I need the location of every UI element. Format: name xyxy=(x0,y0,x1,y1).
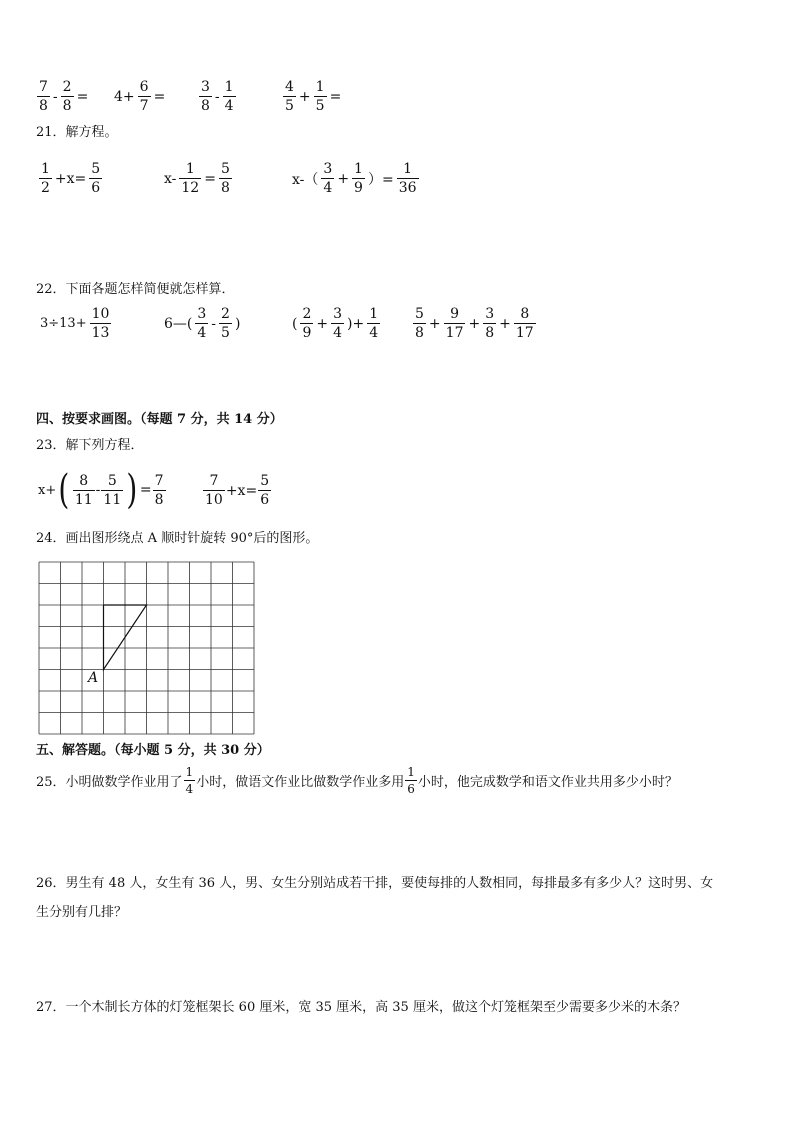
section4-heading: 四、按要求画图。（每题 7 分，共 14 分） xyxy=(36,412,283,427)
q24-title: 24．画出图形绕点 A 顺时针旋转 90°后的图形。 xyxy=(36,531,319,546)
q27-text: 27．一个木制长方体的灯笼框架长 60 厘米，宽 35 厘米，高 35 厘米，做这个灯笼框架至少需要多少米的木条？ xyxy=(36,1000,686,1015)
q23-expr-2: $\frac{7}{10}$ +x= $\frac{5}{6}$ xyxy=(205,473,270,508)
q23-title: 23．解下列方程． xyxy=(36,438,144,453)
q21-title: 21．解方程。 xyxy=(36,125,118,140)
q22-title: 22．下面各题怎样简便就怎样算． xyxy=(36,282,235,297)
rotation-grid xyxy=(38,561,258,737)
q25-text: 25．小明做数学作业用了 $\frac{1}{4}$ 小时，做语文作业比做数学作业多用 $\frac{1}{6}$ 小时，他完成数学和语文作业共用多少小时？ xyxy=(36,765,678,796)
top-expr-1: $\frac{7}{8}$ - $\frac{2}{8}$ = xyxy=(39,79,89,114)
q22-expr-1: 3÷13+ $\frac{10}{13}$ xyxy=(40,306,110,341)
top-expr-4: $\frac{4}{5}$ + $\frac{1}{5}$ = xyxy=(285,79,342,114)
q21-expr-2: x- $\frac{1}{12}$ = $\frac{5}{8}$ xyxy=(164,161,230,196)
top-expr-2: 4+ $\frac{6}{7}$ = xyxy=(114,79,166,114)
left-paren: ( xyxy=(58,467,70,513)
grid-lines xyxy=(39,562,254,734)
top-expr-3: $\frac{3}{8}$ - $\frac{1}{4}$ xyxy=(201,79,234,114)
point-a-label: A xyxy=(88,670,99,686)
q22-expr-3: ( $\frac{2}{9}$ + $\frac{3}{4}$ )+ $\frac{1}{4}$ xyxy=(292,306,379,341)
q21-expr-1: $\frac{1}{2}$ +x= $\frac{5}{6}$ xyxy=(41,161,101,196)
q23-expr-1: x+ ( $\frac{8}{11}$ - $\frac{5}{11}$ ) = $\frac{7}{8}$ xyxy=(38,467,164,513)
q21-expr-3: x-（ $\frac{3}{4}$ + $\frac{1}{9}$ ）= $\frac{1}{36}$ xyxy=(292,161,417,196)
section5-heading: 五、解答题。（每小题 5 分，共 30 分） xyxy=(36,743,270,758)
right-paren: ) xyxy=(126,467,138,513)
q26-line1: 26．男生有 48 人，女生有 36 人，男、女生分别站成若干排，要使每排的人数相同，每排最多有多少人？这时男、女 xyxy=(36,876,714,891)
q22-expr-4: $\frac{5}{8}$ + $\frac{9}{17}$ + $\frac{3}{8}$ + $\frac{8}{17}$ xyxy=(415,306,534,341)
q26-line2: 生分别有几排？ xyxy=(36,905,128,920)
q22-expr-2: 6—( $\frac{3}{4}$ - $\frac{2}{5}$ ) xyxy=(164,306,241,341)
